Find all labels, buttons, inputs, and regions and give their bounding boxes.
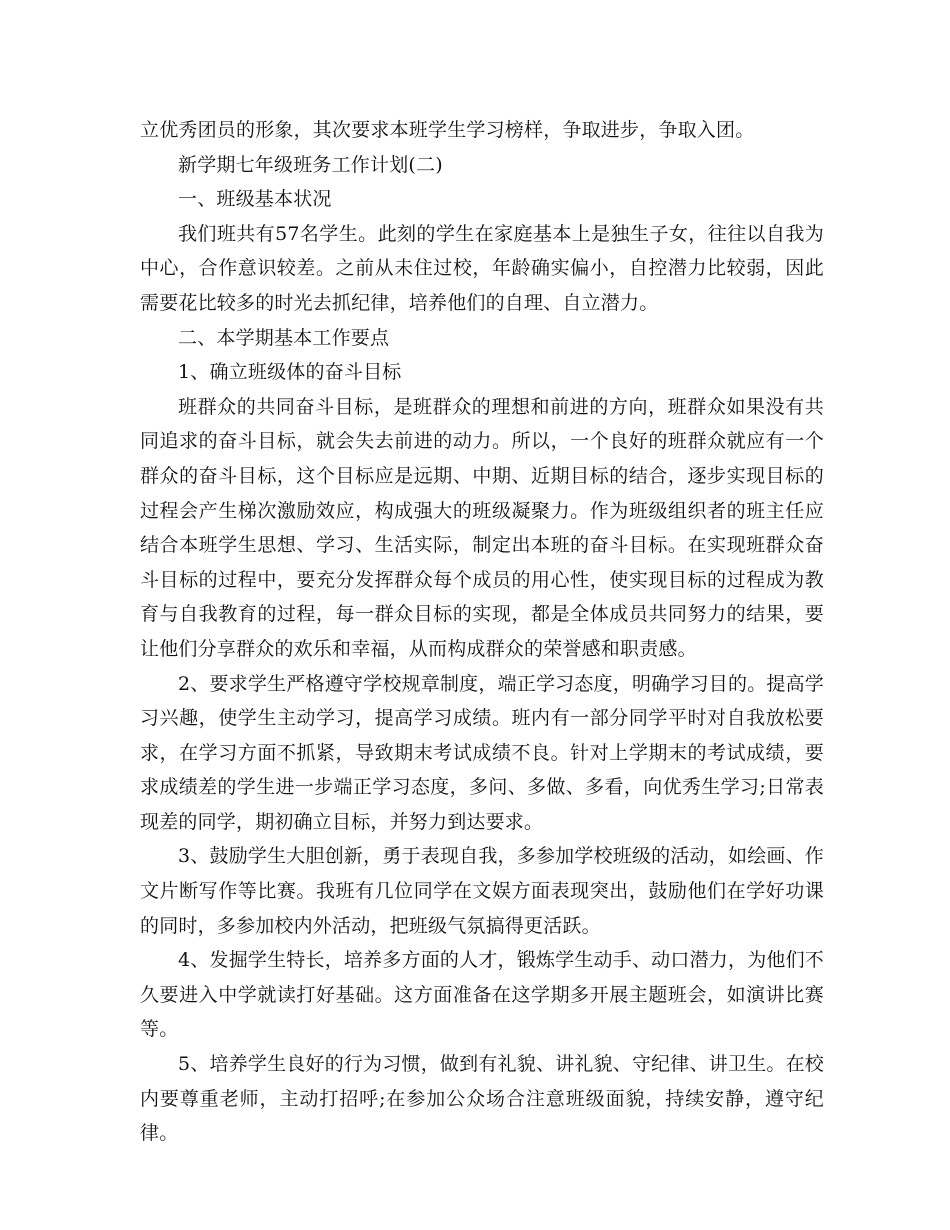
- section-heading-basic-status: 一、班级基本状况: [178, 188, 332, 211]
- document-title: 新学期七年级班务工作计划(二): [178, 153, 443, 176]
- paragraph-point-3: 3、鼓励学生大胆创新，勇于表现自我，多参加学校班级的活动，如绘画、作文片断写作等比赛。我班有几位同学在文娱方面表现突出，鼓励他们在学好功课的同时，多参加校内外活动，把班级气氛搞得更活跃。: [140, 845, 824, 937]
- paragraph-class-status: 我们班共有57名学生。此刻的学生在家庭基本上是独生子女，往往以自我为中心，合作意识较差。之前从未住过校，年龄确实偏小，自控潜力比较弱，因此需要花比较多的时光去抓纪律，培养他们的自理、自立潜力。: [140, 222, 824, 314]
- paragraph-continuation: 立优秀团员的形象，其次要求本班学生学习榜样，争取进步，争取入团。: [140, 119, 755, 141]
- subheading-class-goal: 1、确立班级体的奋斗目标: [178, 361, 402, 384]
- paragraph-point-5: 5、培养学生良好的行为习惯，做到有礼貌、讲礼貌、守纪律、讲卫生。在校内要尊重老师，主动打招呼;在参加公众场合注意班级面貌，持续安静，遵守纪律。: [140, 1053, 824, 1145]
- paragraph-point-2: 2、要求学生严格遵守学校规章制度，端正学习态度，明确学习目的。提高学习兴趣，使学生主动学习，提高学习成绩。班内有一部分同学平时对自我放松要求，在学习方面不抓紧，导致期末考试成绩不良。针对上学期末的考试成绩，要求成绩差的学生进一步端正学习态度，多问、多做、多看，向优秀生学习;日常表现差的同学，期初确立目标，并努力到达要求。: [140, 672, 824, 833]
- paragraph-point-4: 4、发掘学生特长，培养多方面的人才，锻炼学生动手、动口潜力，为他们不久要进入中学就读打好基础。这方面准备在这学期多开展主题班会，如演讲比赛等。: [140, 949, 824, 1041]
- section-heading-work-points: 二、本学期基本工作要点: [178, 326, 390, 349]
- paragraph-class-goal: 班群众的共同奋斗目标，是班群众的理想和前进的方向，班群众如果没有共同追求的奋斗目标，就会失去前进的动力。所以，一个良好的班群众就应有一个群众的奋斗目标，这个目标应是远期、中期、近期目标的结合，逐步实现目标的过程会产生梯次激励效应，构成强大的班级凝聚力。作为班级组织者的班主任应结合本班学生思想、学习、生活实际，制定出本班的奋斗目标。在实现班群众奋斗目标的过程中，要充分发挥群众每个成员的用心性，使实现目标的过程成为教育与自我教育的过程，每一群众目标的实现，都是全体成员共同努力的结果，要让他们分享群众的欢乐和幸福，从而构成群众的荣誉感和职责感。: [140, 395, 824, 660]
- document-body: [140, 113, 824, 1151]
